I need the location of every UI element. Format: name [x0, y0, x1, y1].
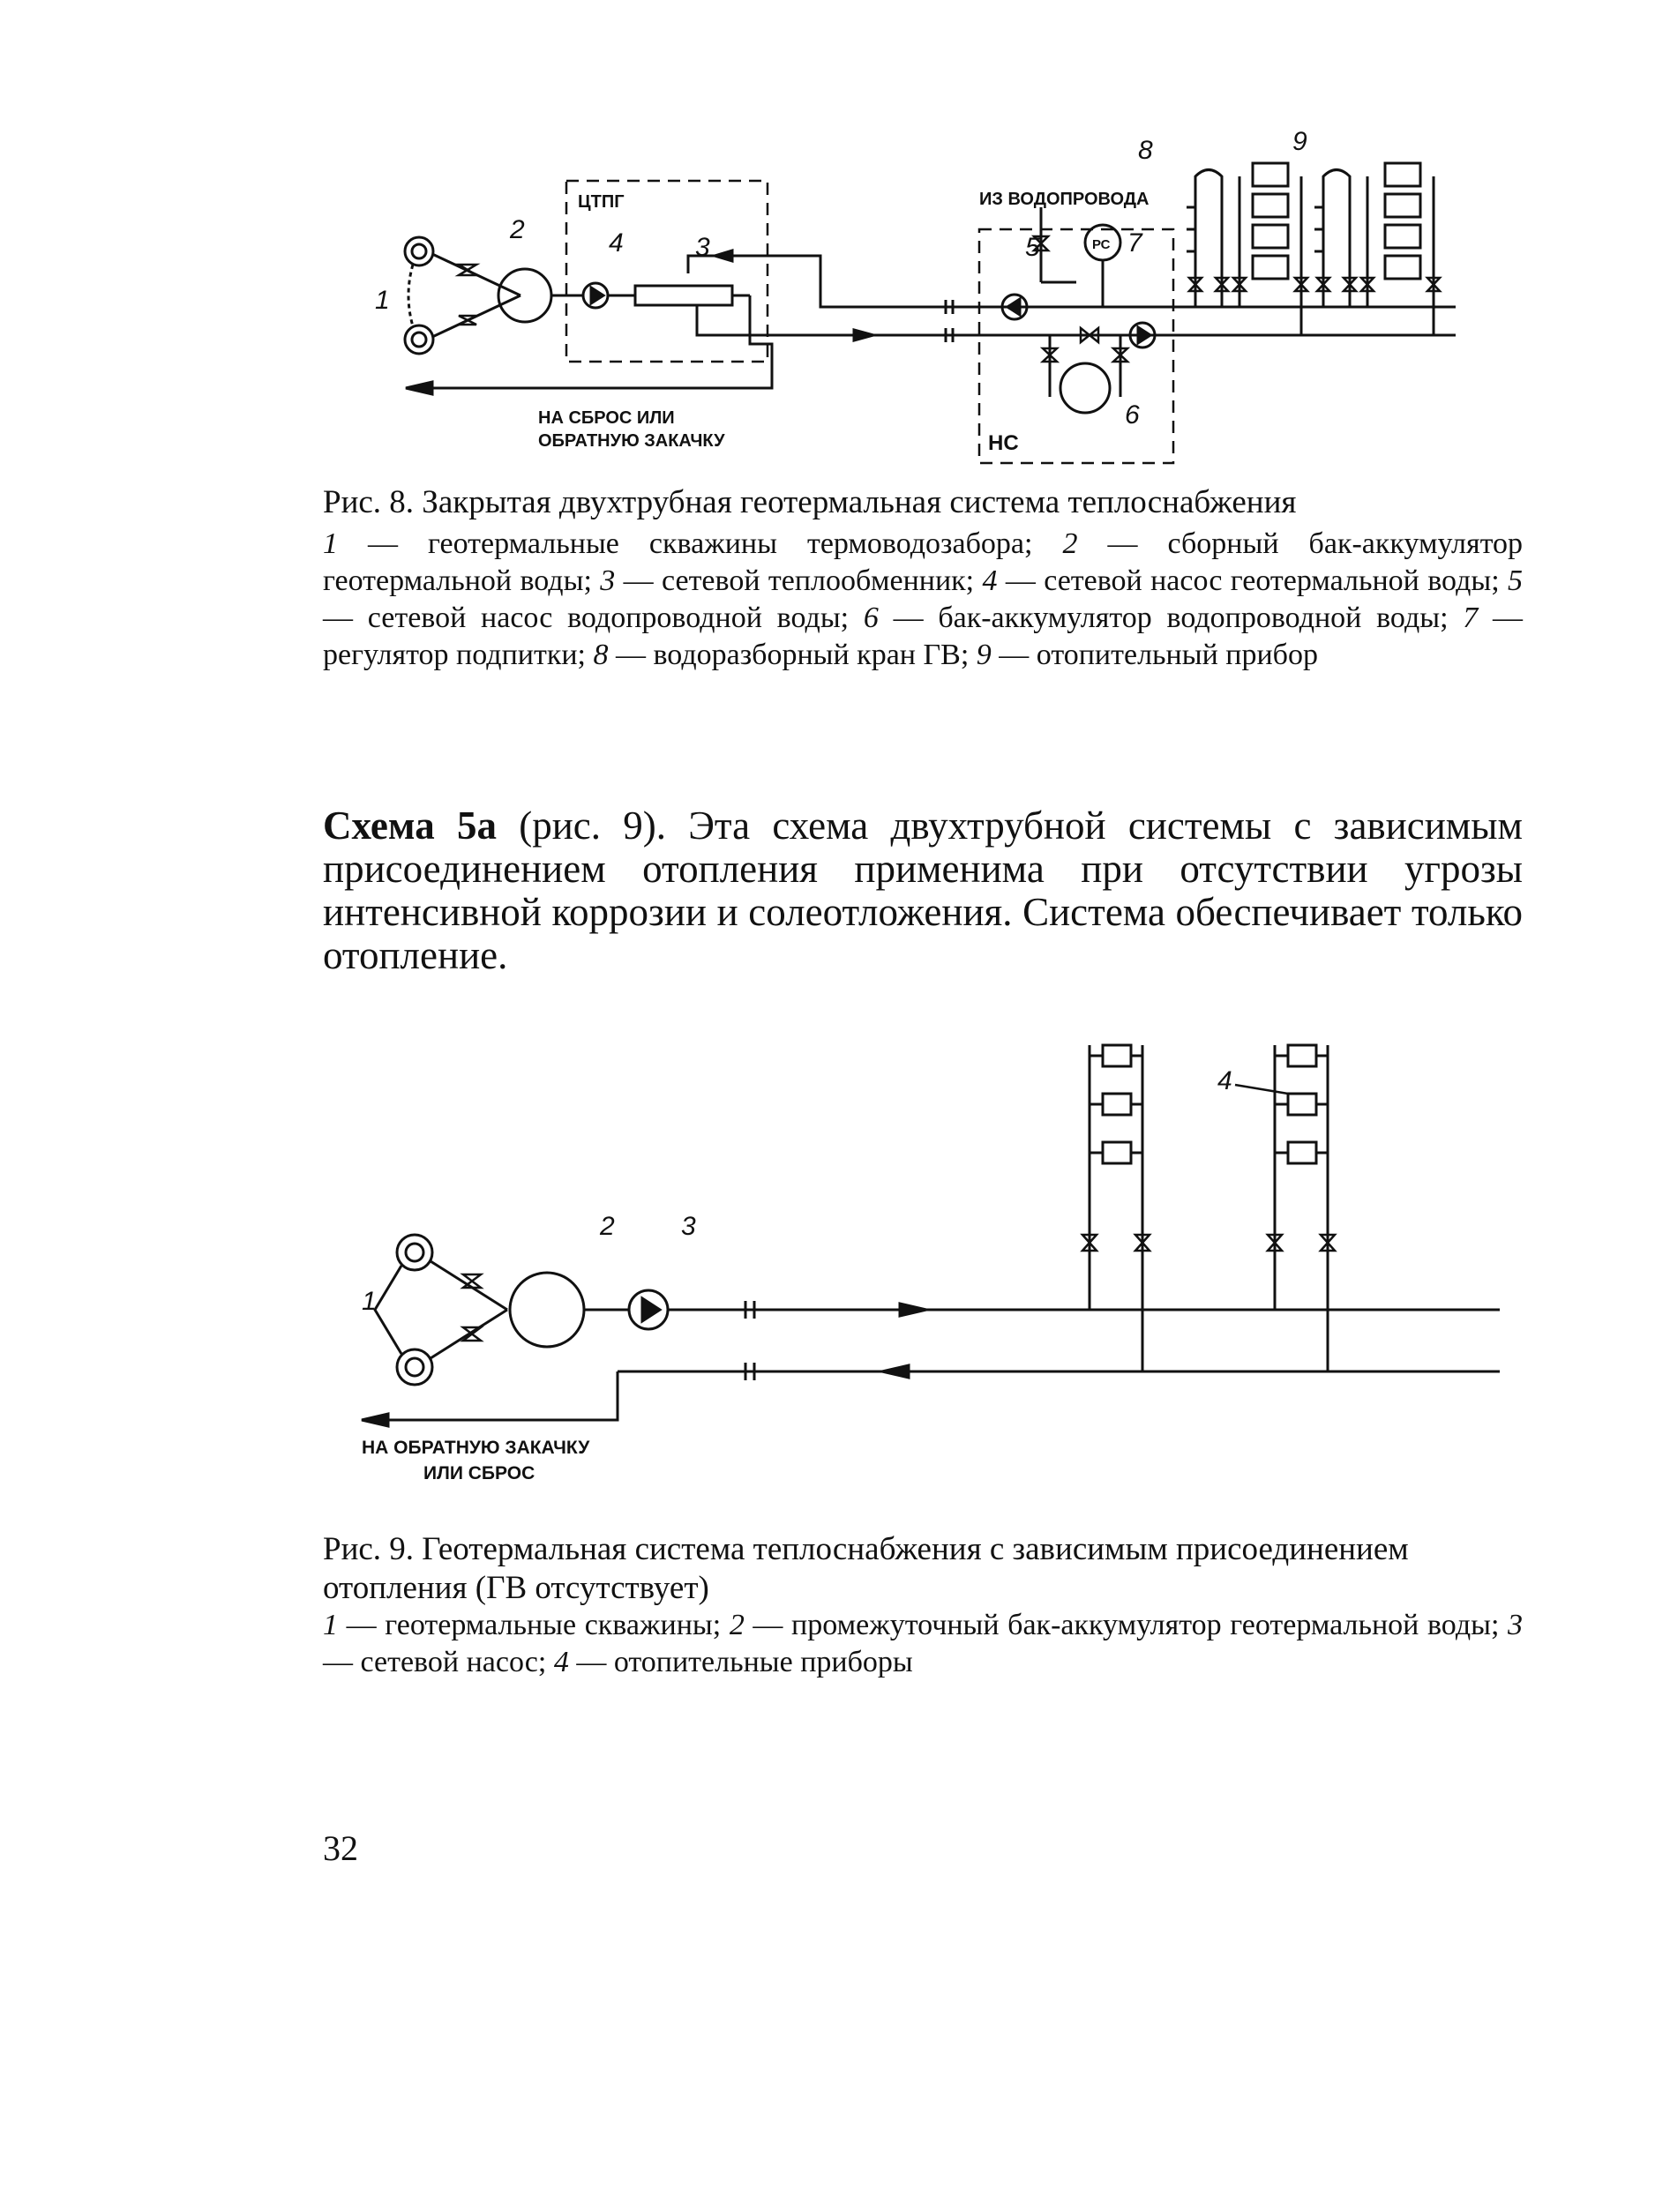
- figure-8-diagram: [371, 123, 1482, 476]
- figure-9-caption: Рис. 9. Геотермальная система теплоснабжения с зависимым присоединением отопления (ГВ отсутствует): [323, 1531, 1409, 1606]
- radiator-group-1: [1082, 1045, 1150, 1371]
- radiator-group-2: [1314, 163, 1434, 335]
- legend-text: бак-аккумулятор водопроводной воды;: [938, 602, 1449, 634]
- legend-number: 9: [976, 639, 992, 671]
- discharge-label-1: НА СБРОС ИЛИ: [538, 408, 675, 428]
- label-6: 6: [1125, 400, 1140, 430]
- heat-exchanger-icon: [635, 286, 732, 305]
- well-icon: [397, 1235, 432, 1270]
- label-7: 7: [1127, 228, 1142, 258]
- label-9: 9: [1292, 127, 1307, 156]
- ns-label: НС: [988, 431, 1019, 455]
- legend-number: 1: [323, 527, 338, 560]
- figure-8-caption: Рис. 8. Закрытая двухтрубная геотермальная система теплоснабжения: [323, 484, 1297, 520]
- legend-number: 4: [553, 1646, 569, 1678]
- ctpg-label: ЦТПГ: [578, 192, 625, 212]
- well-icon: [405, 237, 433, 265]
- label-3: 3: [695, 233, 710, 262]
- paragraph-text: (рис. 9). Эта схема двухтрубной системы с зависимым присоединением отопления применима при отсутствии угрозы интенсивной коррозии и солеотложения. Система обеспечивает только отопление.: [323, 803, 1523, 977]
- storage-tank-icon: [498, 269, 551, 322]
- label-8: 8: [1138, 136, 1153, 165]
- legend-number: 4: [982, 564, 998, 597]
- storage-tank-icon: [1060, 363, 1110, 413]
- legend-text: геотермальные скважины термоводозабора;: [428, 527, 1033, 560]
- valve-icon: [463, 1274, 481, 1288]
- label-2: 2: [600, 1212, 615, 1241]
- well-icon: [397, 1349, 432, 1385]
- legend-number: 3: [600, 564, 616, 597]
- pump-icon: [583, 283, 608, 308]
- legend-text: сетевой теплообменник;: [661, 564, 975, 597]
- scheme-title: Схема 5а: [323, 803, 497, 848]
- legend-text: отопительные приборы: [613, 1646, 913, 1678]
- label-2: 2: [510, 215, 525, 244]
- legend-text: сетевой насос;: [360, 1646, 547, 1678]
- pump-icon: [629, 1290, 668, 1329]
- legend-text: сетевой насос водопроводной воды;: [367, 602, 850, 634]
- rs-label: РС: [1092, 237, 1111, 252]
- legend-number: 7: [1463, 602, 1479, 634]
- valve-icon: [459, 316, 476, 325]
- discharge-label-2: ОБРАТНУЮ ЗАКАЧКУ: [538, 431, 725, 451]
- label-1: 1: [375, 286, 390, 315]
- legend-number: 6: [863, 602, 879, 634]
- valve-icon: [459, 265, 476, 275]
- legend-number: 5: [1508, 564, 1524, 597]
- legend-text: отопительный прибор: [1036, 639, 1318, 671]
- discharge-label-2: ИЛИ СБРОС: [423, 1463, 535, 1483]
- label-4: 4: [609, 228, 624, 258]
- storage-tank-icon: [510, 1273, 584, 1347]
- figure-9-legend: 1 — геотермальные скважины; 2 — промежуточный бак-аккумулятор геотермальной воды; 3 — сетевой насос; 4 — отопительные приборы: [323, 1609, 1524, 1678]
- body-paragraph: [323, 804, 1523, 977]
- label-1: 1: [362, 1287, 377, 1316]
- valve-icon: [463, 1327, 481, 1341]
- legend-number: 2: [1062, 527, 1078, 560]
- figure-8-legend: 1 — геотермальные скважины термоводозабора; 2 — сборный бак-аккумулятор геотермальной воды; 3 — сетевой теплообменник; 4 — сетевой насос геотермальной воды; 5 — сетевой насос водопроводной воды; 6 — бак-аккумулятор водопроводной воды; 7 — регулятор подпитки; 8 — водоразборный кран ГВ; 9 — отопительный прибор: [323, 527, 1524, 671]
- legend-text: геотермальные скважины;: [385, 1609, 722, 1641]
- label-3: 3: [681, 1212, 696, 1241]
- legend-number: 8: [593, 639, 609, 671]
- radiator-group-1: [1187, 163, 1301, 335]
- legend-number: 2: [729, 1609, 745, 1641]
- well-icon: [405, 325, 433, 354]
- legend-text: сборный бак-аккумулятор геотермальной воды;: [323, 527, 1524, 597]
- legend-number: 3: [1508, 1609, 1524, 1641]
- figure-9-diagram: [353, 1023, 1517, 1499]
- radiator-group-2: [1268, 1045, 1335, 1371]
- water-supply-label: ИЗ ВОДОПРОВОДА: [979, 190, 1150, 209]
- legend-text: сетевой насос геотермальной воды;: [1044, 564, 1500, 597]
- legend-text: водоразборный кран ГВ;: [653, 639, 970, 671]
- discharge-label-1: НА ОБРАТНУЮ ЗАКАЧКУ: [362, 1438, 590, 1458]
- label-4: 4: [1217, 1066, 1232, 1095]
- page-number: 32: [323, 1828, 358, 1868]
- legend-number: 1: [323, 1609, 338, 1641]
- legend-text: промежуточный бак-аккумулятор геотермальной воды;: [791, 1609, 1500, 1641]
- legend-text: регулятор подпитки;: [323, 639, 586, 671]
- label-5: 5: [1025, 233, 1040, 262]
